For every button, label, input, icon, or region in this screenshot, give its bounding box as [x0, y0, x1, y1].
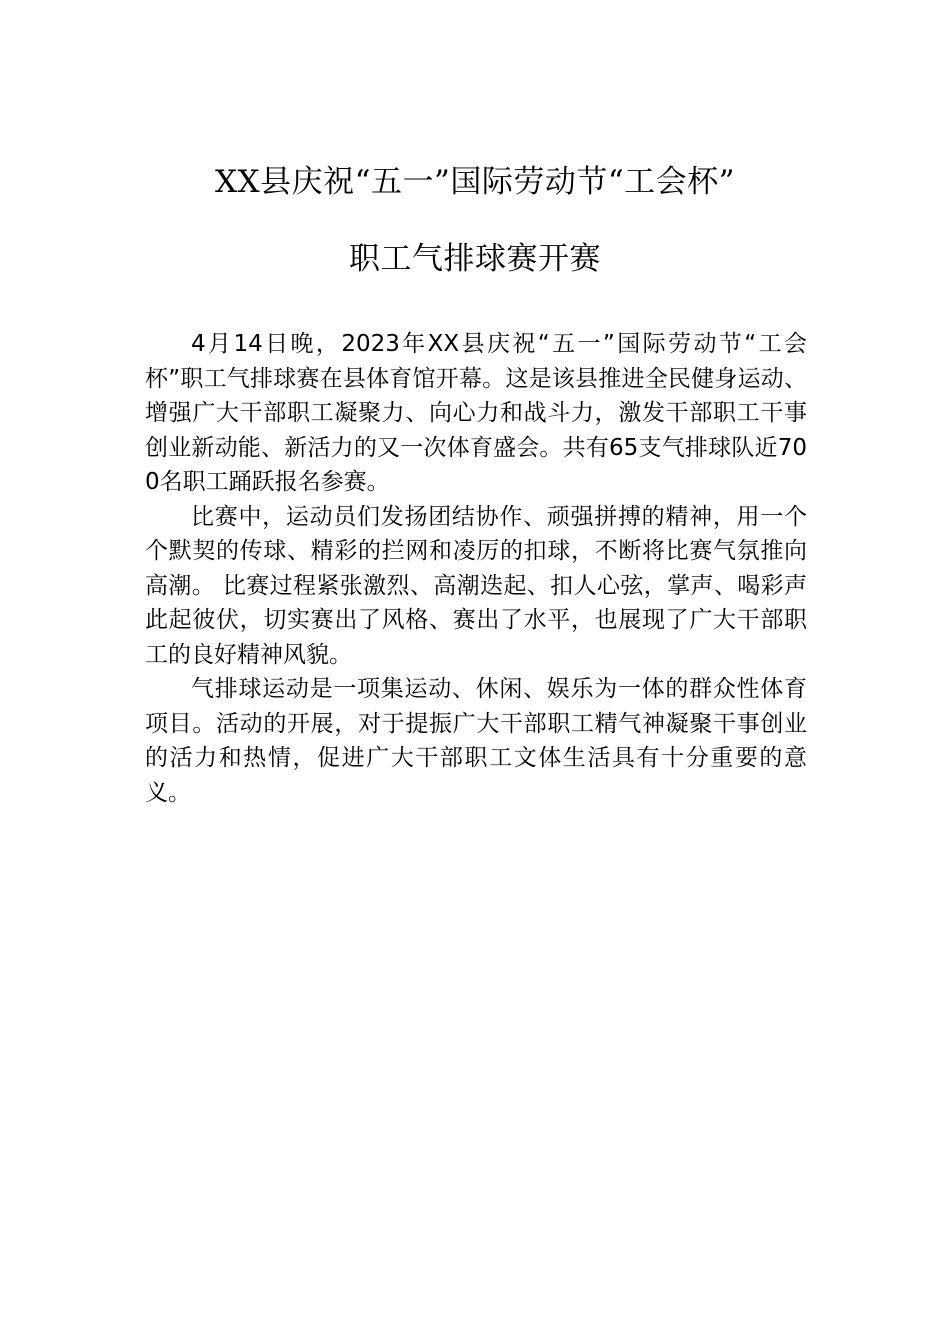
title-line-2: 职工气排球赛开赛 [349, 241, 601, 277]
paragraph-3: 气排球运动是一项集运动、休闲、娱乐为一体的群众性体育项目。活动的开展，对于提振广大干部职工精气神凝聚干事创业的活力和热情，促进广大干部职工文体生活具有十分重要的意义。 [145, 676, 807, 806]
document-body [145, 327, 807, 810]
title-line-1: XX县庆祝“五一”国际劳动节“工会杯” [214, 164, 736, 200]
document-title [120, 165, 830, 277]
paragraph-1: 4月14日晚，2023年XX县庆祝“五一”国际劳动节“工会杯”职工气排球赛在县体育馆开幕。这是该县推进全民健身运动、增强广大干部职工凝聚力、向心力和战斗力，激发干部职工干事创业新动能、新活力的又一次体育盛会。共有65支气排球队近700名职工踊跃报名参赛。 [145, 331, 807, 495]
paragraph-2: 比赛中，运动员们发扬团结协作、顽强拼搏的精神，用一个个默契的传球、精彩的拦网和凌厉的扣球，不断将比赛气氛推向高潮。 比赛过程紧张激烈、高潮迭起、扣人心弦，掌声、喝彩声此起彼伏，切实赛出了风格、赛出了水平，也展现了广大干部职工的良好精神风貌。 [145, 503, 807, 668]
